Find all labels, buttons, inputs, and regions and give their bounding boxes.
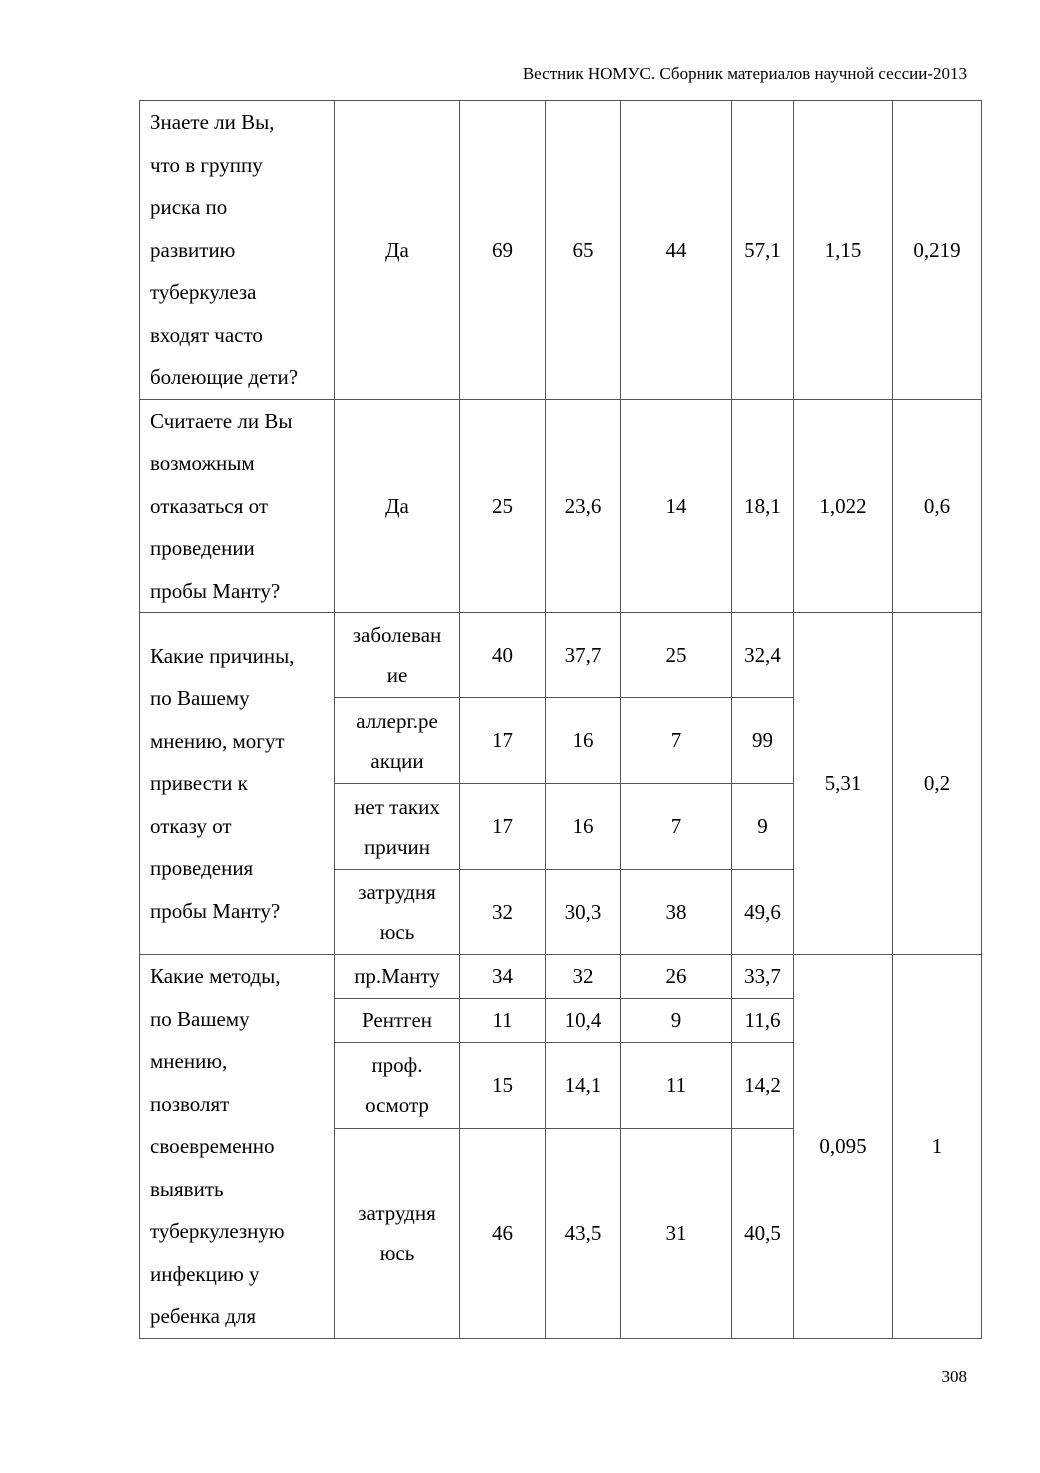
p-value-cell: 0,2 (893, 613, 982, 955)
table-row (140, 613, 982, 698)
answer-cell (335, 101, 460, 400)
value-cell-v4: 32,4 (732, 613, 794, 698)
question-line: привести к (150, 771, 248, 796)
answer-cell (335, 955, 460, 999)
question-line: Считаете ли Вы (150, 408, 293, 433)
question-cell (140, 101, 335, 400)
value-cell-v2: 32 (546, 955, 621, 999)
p-value-cell: 0,219 (893, 101, 982, 400)
answer-line: юсь (379, 920, 415, 944)
value-cell-v3: 11 (621, 1042, 732, 1129)
question-line: болеющие дети? (150, 365, 299, 389)
question-line: что в группу (150, 152, 263, 177)
answer-cell (335, 1129, 460, 1338)
question-line: по Вашему (150, 1006, 250, 1031)
value-cell-v4: 40,5 (732, 1129, 794, 1338)
answer-line: Рентген (361, 1007, 433, 1032)
question-cell (140, 955, 335, 1339)
value-cell-v3: 25 (621, 613, 732, 698)
answer-line: осмотр (365, 1093, 429, 1118)
question-line: отказу от (150, 813, 232, 838)
value-cell-v1: 11 (460, 998, 546, 1042)
question-line: пробы Манту? (150, 578, 281, 603)
answer-cell (335, 698, 460, 784)
chi-square-cell: 5,31 (794, 613, 893, 955)
answer-cell (335, 1042, 460, 1129)
table-body (140, 101, 982, 1339)
question-line: позволят (150, 1091, 230, 1116)
value-cell-v3: 26 (621, 955, 732, 999)
answer-cell (335, 399, 460, 613)
question-line: входят часто (150, 322, 263, 347)
answer-line: нет таких (354, 794, 440, 819)
question-line: проведения (150, 856, 254, 881)
answer-line: причин (363, 834, 430, 859)
value-cell-v4: 57,1 (732, 101, 794, 400)
question-line: Какие причины, (150, 643, 295, 668)
answer-line: затрудня (358, 880, 436, 904)
value-cell-v2: 37,7 (546, 613, 621, 698)
value-cell-v1: 15 (460, 1042, 546, 1129)
value-cell-v2: 10,4 (546, 998, 621, 1042)
question-cell (140, 399, 335, 613)
value-cell-v3: 9 (621, 998, 732, 1042)
value-cell-v2: 30,3 (546, 870, 621, 955)
question-line: туберкулеза (150, 280, 257, 304)
chi-square-cell: 0,095 (794, 955, 893, 1339)
question-line: Знаете ли Вы, (150, 110, 275, 134)
table-row (140, 399, 982, 613)
answer-line: проф. (371, 1053, 423, 1078)
value-cell-v4: 11,6 (732, 998, 794, 1042)
table-row (140, 101, 982, 400)
p-value-cell: 1 (893, 955, 982, 1339)
answer-cell (335, 784, 460, 870)
value-cell-v3: 7 (621, 784, 732, 870)
value-cell-v4: 33,7 (732, 955, 794, 999)
answer-line: ие (386, 663, 408, 687)
answer-line: аллерг.ре (356, 708, 438, 733)
running-header: Вестник НОМУС. Сборник материалов научной сессии-2013 (522, 64, 967, 83)
answer-line: заболеван (352, 623, 442, 647)
value-cell-v1: 69 (460, 101, 546, 400)
question-line: Какие методы, (150, 964, 281, 988)
value-cell-v2: 16 (546, 784, 621, 870)
answer-cell (335, 870, 460, 955)
question-line: риска по (150, 195, 228, 219)
value-cell-v2: 23,6 (546, 399, 621, 613)
value-cell-v4: 99 (732, 698, 794, 784)
value-cell-v1: 25 (460, 399, 546, 613)
answer-line: Да (385, 493, 409, 518)
answer-line: Да (385, 237, 409, 262)
value-cell-v2: 16 (546, 698, 621, 784)
value-cell-v3: 14 (621, 399, 732, 613)
value-cell-v3: 44 (621, 101, 732, 400)
answer-line: юсь (379, 1241, 415, 1266)
value-cell-v1: 46 (460, 1129, 546, 1338)
value-cell-v4: 9 (732, 784, 794, 870)
answer-cell (335, 613, 460, 698)
question-line: развитию (150, 237, 236, 262)
question-line: пробы Манту? (150, 898, 281, 923)
question-line: проведении (150, 536, 255, 560)
question-line: возможным (150, 451, 255, 475)
question-line: туберкулезную (150, 1219, 285, 1243)
question-line: мнению, (150, 1049, 228, 1073)
value-cell-v2: 43,5 (546, 1129, 621, 1338)
value-cell-v3: 38 (621, 870, 732, 955)
question-cell (140, 613, 335, 955)
chi-square-cell: 1,022 (794, 399, 893, 613)
question-line: своевременно (150, 1134, 275, 1158)
answer-cell (335, 998, 460, 1042)
value-cell-v3: 31 (621, 1129, 732, 1338)
answer-line: затрудня (358, 1201, 436, 1226)
value-cell-v3: 7 (621, 698, 732, 784)
question-line: по Вашему (150, 686, 250, 711)
value-cell-v1: 40 (460, 613, 546, 698)
answer-line: акции (370, 748, 424, 773)
answer-line: пр.Манту (354, 964, 440, 989)
question-line: выявить (150, 1176, 224, 1201)
value-cell-v2: 65 (546, 101, 621, 400)
p-value-cell: 0,6 (893, 399, 982, 613)
question-line: ребенка для (150, 1304, 257, 1328)
page-number: 308 (941, 1367, 967, 1386)
value-cell-v4: 18,1 (732, 399, 794, 613)
value-cell-v1: 17 (460, 784, 546, 870)
value-cell-v2: 14,1 (546, 1042, 621, 1129)
value-cell-v4: 14,2 (732, 1042, 794, 1129)
value-cell-v4: 49,6 (732, 870, 794, 955)
value-cell-v1: 34 (460, 955, 546, 999)
value-cell-v1: 17 (460, 698, 546, 784)
survey-table (139, 100, 982, 1339)
question-line: отказаться от (150, 493, 269, 518)
chi-square-cell: 1,15 (794, 101, 893, 400)
value-cell-v1: 32 (460, 870, 546, 955)
table-row (140, 955, 982, 999)
question-line: инфекцию у (150, 1261, 260, 1286)
question-line: мнению, могут (150, 728, 285, 753)
